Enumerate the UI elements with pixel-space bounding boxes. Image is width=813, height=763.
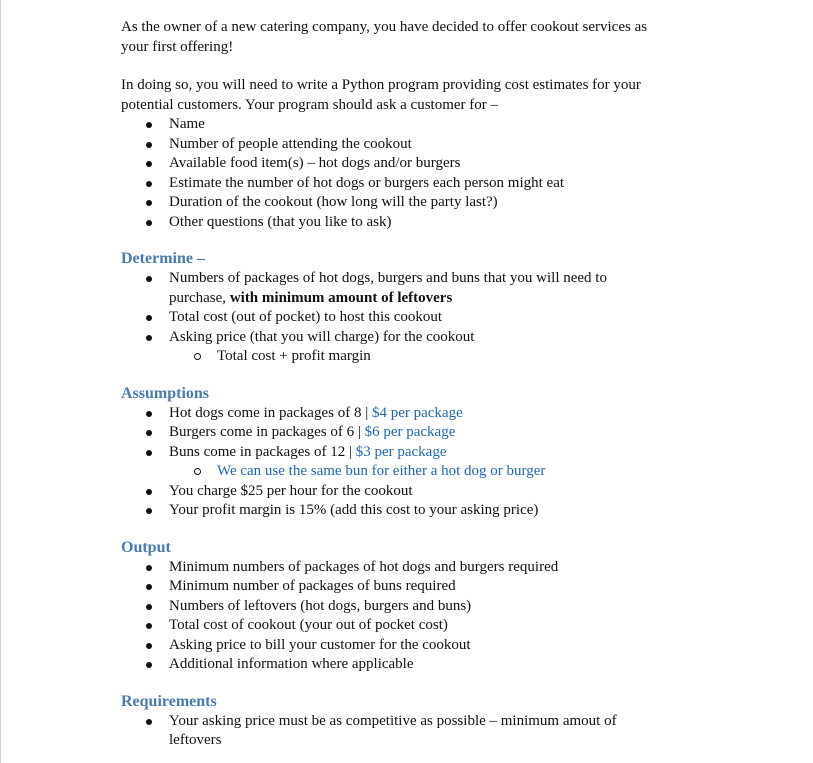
- requirements-heading: Requirements: [121, 692, 217, 710]
- determine-item-1-line-2: purchase,: [169, 289, 230, 306]
- intro-p2-line-2: potential customers. Your program should ask a customer for –: [121, 96, 499, 113]
- list-item: Available food item(s) – hot dogs and/or burgers: [121, 154, 721, 174]
- buns-price: $3 per package: [355, 443, 447, 460]
- list-item: [121, 269, 721, 308]
- list-item: Total cost (out of pocket) to host this cookout: [121, 308, 721, 328]
- burgers-text: Burgers come in packages of 6 |: [169, 424, 365, 440]
- list-item: Estimate the number of hot dogs or burgers each person might eat: [121, 174, 721, 194]
- list-item: [121, 443, 721, 463]
- list-item: Total cost of cookout (your out of pocket cost): [121, 616, 721, 636]
- list-item: Asking price to bill your customer for the cookout: [121, 636, 721, 656]
- list-item: Other questions (that you like to ask): [121, 213, 721, 233]
- sub-list-item: We can use the same bun for either a hot dog or burger: [121, 462, 721, 482]
- list-item: Additional information where applicable: [121, 655, 721, 675]
- intro-line-1: As the owner of a new catering company, you have decided to offer cookout services as: [121, 19, 648, 35]
- intro-paragraph-2: [121, 76, 721, 115]
- ask-list: [121, 115, 721, 232]
- list-item: Numbers of leftovers (hot dogs, burgers and buns): [121, 597, 721, 617]
- requirements-list: [121, 712, 721, 751]
- assumptions-list: [121, 404, 721, 521]
- list-item: Duration of the cookout (how long will the party last?): [121, 193, 721, 213]
- determine-list: [121, 269, 721, 367]
- hotdogs-text: Hot dogs come in packages of 8 |: [169, 404, 372, 421]
- intro-p2-line-1: In doing so, you will need to write a Python program providing cost estimates for your: [121, 77, 641, 93]
- burgers-price: $6 per package: [364, 424, 456, 440]
- requirements-item-line-2: leftovers: [169, 732, 222, 748]
- buns-text: Buns come in packages of 12 |: [169, 443, 356, 460]
- requirements-item-line-1: Your asking price must be as competitive as possible – minimum amout of: [169, 712, 617, 729]
- sub-list-item: Total cost + profit margin: [121, 347, 721, 367]
- list-item: [121, 712, 721, 751]
- output-list: [121, 558, 721, 675]
- list-item: Minimum numbers of packages of hot dogs and burgers required: [121, 558, 721, 578]
- document-page: [121, 18, 721, 751]
- list-item: Asking price (that you will charge) for the cookout: [121, 328, 721, 348]
- output-heading: Output: [121, 538, 171, 556]
- list-item: Name: [121, 115, 721, 135]
- assumptions-heading: Assumptions: [121, 384, 210, 402]
- list-item: Your profit margin is 15% (add this cost to your asking price): [121, 501, 721, 521]
- intro-paragraph-1: [121, 18, 721, 57]
- page-left-border: [0, 0, 1, 763]
- determine-item-1-bold: with minimum amount of leftovers: [229, 289, 453, 306]
- list-item: Number of people attending the cookout: [121, 135, 721, 155]
- list-item: [121, 404, 721, 424]
- hotdogs-price: $4 per package: [371, 404, 463, 421]
- list-item: You charge $25 per hour for the cookout: [121, 482, 721, 502]
- determine-item-1-line-1: Numbers of packages of hot dogs, burgers and buns that you will need to: [169, 270, 607, 286]
- intro-line-2: your first offering!: [121, 38, 234, 55]
- list-item: [121, 423, 721, 443]
- list-item: Minimum number of packages of buns required: [121, 577, 721, 597]
- determine-heading: Determine –: [121, 250, 205, 267]
